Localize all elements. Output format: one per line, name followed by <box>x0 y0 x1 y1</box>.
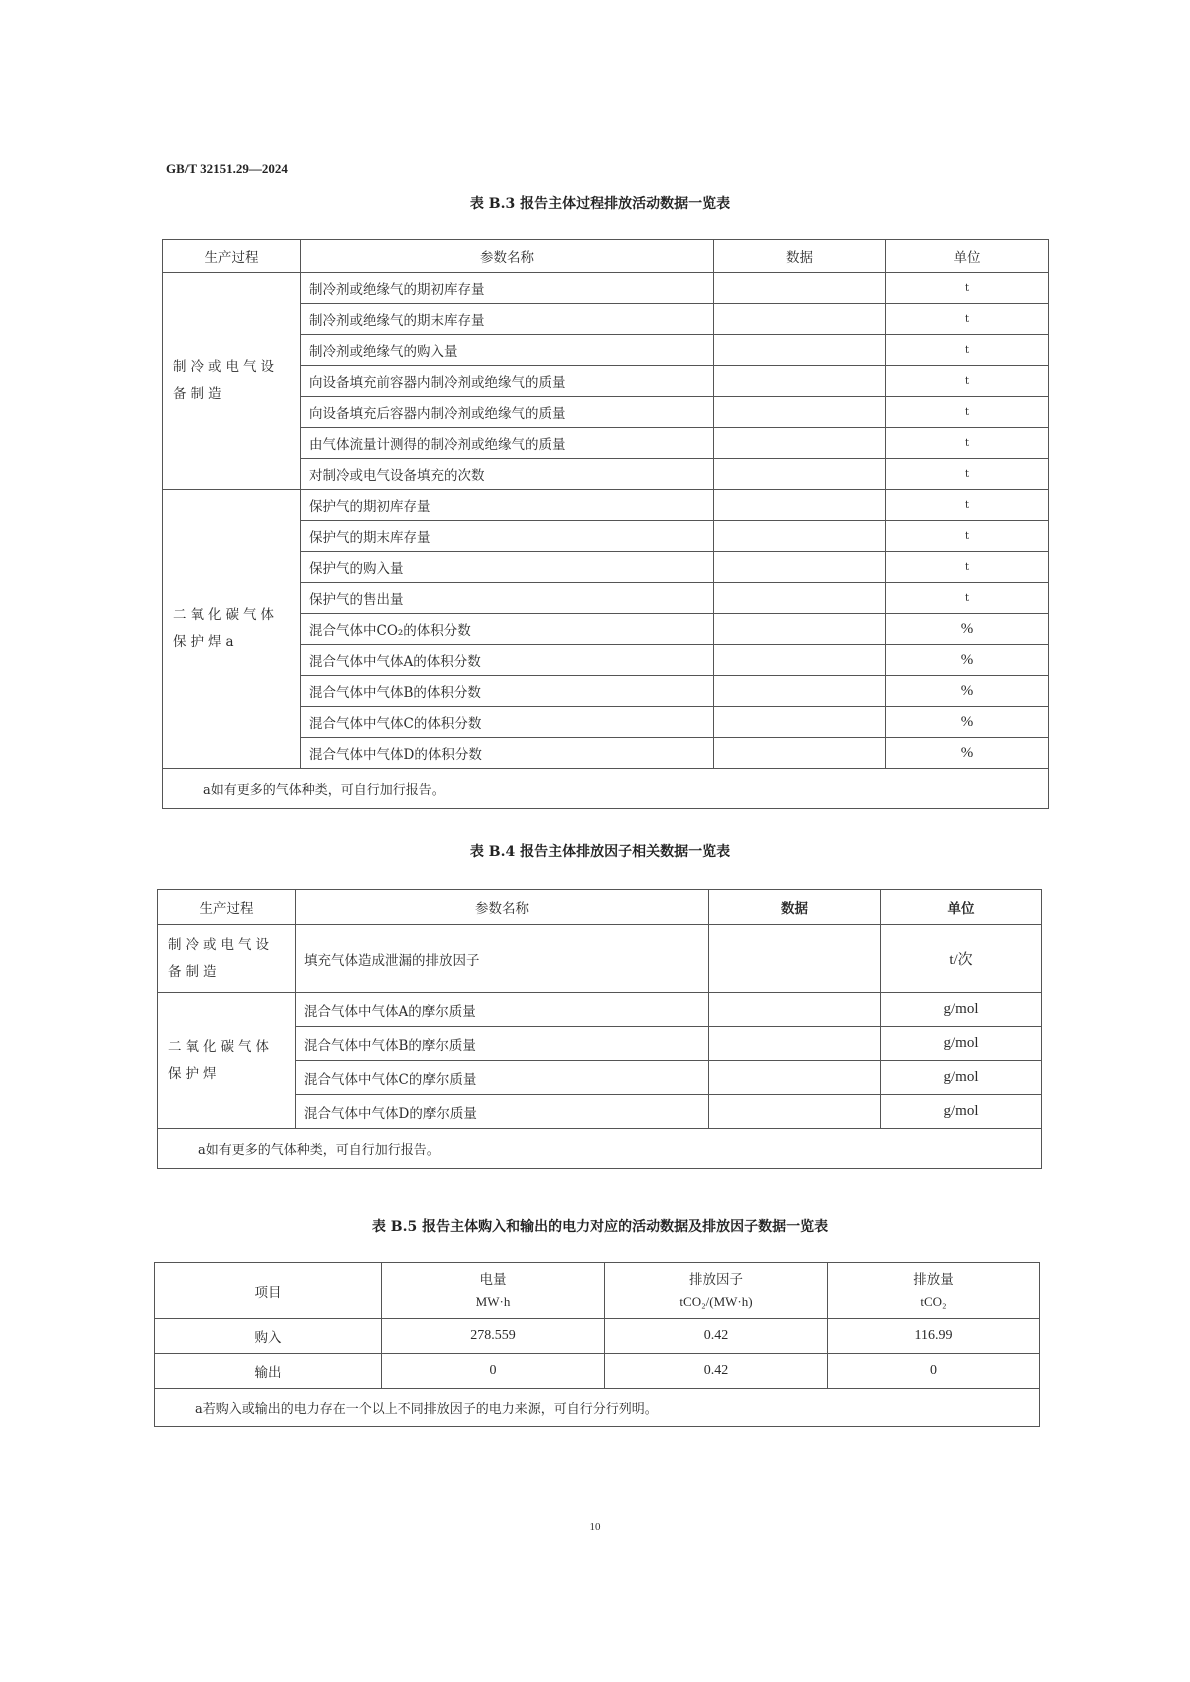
table-b5 <box>154 1262 1040 1427</box>
page-number: 10 <box>589 1521 601 1533</box>
table-b5-caption: 表 B.5 报告主体购入和输出的电力对应的活动数据及排放因子数据一览表 <box>371 1219 829 1235</box>
data-cell <box>714 707 886 738</box>
item-cell: 输出 <box>155 1354 382 1389</box>
electricity-cell: 278.559 <box>382 1319 605 1354</box>
unit-cell: t <box>886 304 1049 335</box>
unit-cell: t <box>886 397 1049 428</box>
header-factor <box>605 1263 828 1319</box>
data-cell <box>714 273 886 304</box>
data-cell <box>714 738 886 769</box>
table-row <box>163 490 1049 521</box>
header-item: 项目 <box>155 1263 382 1319</box>
data-cell <box>709 1027 881 1061</box>
unit-cell: % <box>886 645 1049 676</box>
param-cell: 填充气体造成泄漏的排放因子 <box>296 925 709 993</box>
table-b3 <box>162 239 1049 809</box>
data-cell <box>714 521 886 552</box>
data-cell <box>714 645 886 676</box>
header-electricity <box>382 1263 605 1319</box>
data-cell <box>714 614 886 645</box>
header-data: 数据 <box>709 890 881 925</box>
param-cell: 保护气的期末库存量 <box>301 521 714 552</box>
table-note: a如有更多的气体种类，可自行加行报告。 <box>163 769 1049 809</box>
table-note: a如有更多的气体种类，可自行加行报告。 <box>158 1129 1042 1169</box>
param-cell: 混合气体中气体D的体积分数 <box>301 738 714 769</box>
table-row <box>155 1319 1040 1354</box>
param-cell: 制冷剂或绝缘气的期末库存量 <box>301 304 714 335</box>
unit-cell: g/mol <box>881 1027 1042 1061</box>
unit-cell: g/mol <box>881 993 1042 1027</box>
data-cell <box>709 925 881 993</box>
process-cell: 二氧化碳气体保护焊a <box>163 490 301 769</box>
param-cell: 保护气的购入量 <box>301 552 714 583</box>
param-cell: 混合气体中气体A的摩尔质量 <box>296 993 709 1027</box>
unit-cell: t <box>886 335 1049 366</box>
header-factor-unit: tCO₂/(MW·h) <box>679 1293 753 1309</box>
data-cell <box>714 490 886 521</box>
unit-cell: t <box>886 366 1049 397</box>
process-cell: 制冷或电气设备制造 <box>163 273 301 490</box>
header-electricity-label: 电量 <box>479 1271 507 1288</box>
table-row <box>155 1354 1040 1389</box>
header-emission-unit: tCO₂ <box>920 1293 947 1309</box>
unit-cell: t <box>886 459 1049 490</box>
table-header-row <box>158 890 1042 925</box>
param-cell: 由气体流量计测得的制冷剂或绝缘气的质量 <box>301 428 714 459</box>
table-note: a若购入或输出的电力存在一个以上不同排放因子的电力来源，可自行分行列明。 <box>155 1389 1040 1427</box>
param-cell: 混合气体中气体D的摩尔质量 <box>296 1095 709 1129</box>
data-cell <box>714 366 886 397</box>
standard-code: GB/T 32151.29—2024 <box>166 161 288 176</box>
param-cell: 混合气体中气体B的体积分数 <box>301 676 714 707</box>
data-cell <box>709 1095 881 1129</box>
emission-cell: 0 <box>828 1354 1040 1389</box>
unit-cell: t <box>886 521 1049 552</box>
unit-cell: g/mol <box>881 1061 1042 1095</box>
table-row <box>158 925 1042 993</box>
param-cell: 制冷剂或绝缘气的期初库存量 <box>301 273 714 304</box>
unit-cell: t <box>886 583 1049 614</box>
data-cell <box>714 583 886 614</box>
table-b3-caption: 表 B.3 报告主体过程排放活动数据一览表 <box>469 196 731 212</box>
header-factor-label: 排放因子 <box>689 1271 743 1288</box>
unit-cell: t <box>886 428 1049 459</box>
unit-cell: % <box>886 614 1049 645</box>
param-cell: 混合气体中气体C的体积分数 <box>301 707 714 738</box>
header-unit: 单位 <box>886 240 1049 273</box>
table-note-row <box>155 1389 1040 1427</box>
unit-cell: t <box>886 552 1049 583</box>
process-cell: 制冷或电气设备制造 <box>158 925 296 993</box>
param-cell: 混合气体中气体B的摩尔质量 <box>296 1027 709 1061</box>
header-emission <box>828 1263 1040 1319</box>
header-unit: 单位 <box>881 890 1042 925</box>
param-cell: 制冷剂或绝缘气的购入量 <box>301 335 714 366</box>
header-data: 数据 <box>714 240 886 273</box>
table-b4 <box>157 889 1042 1169</box>
header-electricity-unit: MW·h <box>475 1293 511 1309</box>
param-cell: 向设备填充前容器内制冷剂或绝缘气的质量 <box>301 366 714 397</box>
param-cell: 保护气的售出量 <box>301 583 714 614</box>
table-row <box>158 993 1042 1027</box>
unit-cell: t <box>886 273 1049 304</box>
param-cell: 向设备填充后容器内制冷剂或绝缘气的质量 <box>301 397 714 428</box>
data-cell <box>709 1061 881 1095</box>
unit-cell: % <box>886 707 1049 738</box>
table-note-row <box>163 769 1049 809</box>
unit-cell: % <box>886 676 1049 707</box>
data-cell <box>709 993 881 1027</box>
item-cell: 购入 <box>155 1319 382 1354</box>
header-param: 参数名称 <box>301 240 714 273</box>
param-cell: 混合气体中气体C的摩尔质量 <box>296 1061 709 1095</box>
param-cell: 对制冷或电气设备填充的次数 <box>301 459 714 490</box>
data-cell <box>714 459 886 490</box>
table-header-row <box>163 240 1049 273</box>
factor-cell: 0.42 <box>605 1354 828 1389</box>
header-emission-label: 排放量 <box>913 1271 954 1288</box>
data-cell <box>714 552 886 583</box>
unit-cell: g/mol <box>881 1095 1042 1129</box>
factor-cell: 0.42 <box>605 1319 828 1354</box>
header-process: 生产过程 <box>158 890 296 925</box>
table-header-row <box>155 1263 1040 1319</box>
data-cell <box>714 304 886 335</box>
process-cell: 二氧化碳气体保护焊 <box>158 993 296 1129</box>
param-cell: 混合气体中CO₂的体积分数 <box>301 614 714 645</box>
data-cell <box>714 676 886 707</box>
param-cell: 保护气的期初库存量 <box>301 490 714 521</box>
data-cell <box>714 428 886 459</box>
data-cell <box>714 335 886 366</box>
param-cell: 混合气体中气体A的体积分数 <box>301 645 714 676</box>
table-note-row <box>158 1129 1042 1169</box>
table-b4-caption: 表 B.4 报告主体排放因子相关数据一览表 <box>469 844 731 860</box>
unit-cell: t/次 <box>881 925 1042 993</box>
header-process: 生产过程 <box>163 240 301 273</box>
unit-cell: t <box>886 490 1049 521</box>
unit-cell: % <box>886 738 1049 769</box>
electricity-cell: 0 <box>382 1354 605 1389</box>
data-cell <box>714 397 886 428</box>
header-param: 参数名称 <box>296 890 709 925</box>
emission-cell: 116.99 <box>828 1319 1040 1354</box>
table-row <box>163 273 1049 304</box>
